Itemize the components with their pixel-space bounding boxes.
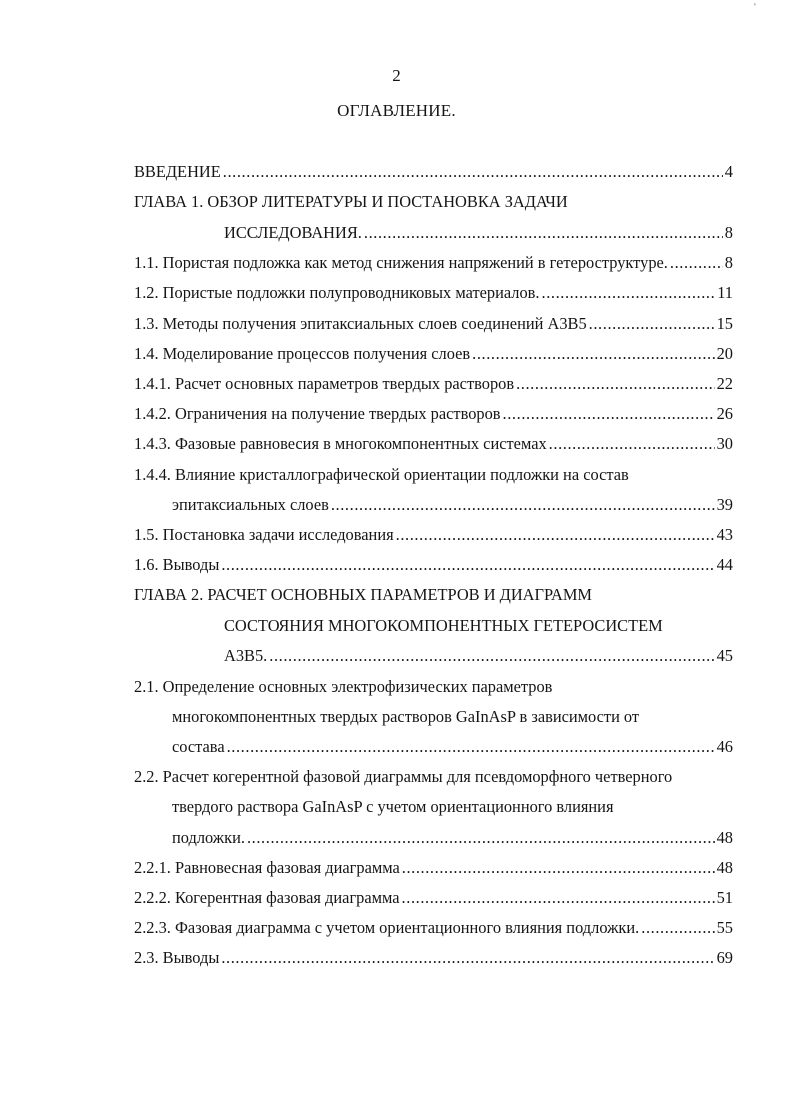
dot-leader — [670, 253, 723, 273]
toc-entry-page: 43 — [716, 525, 733, 544]
toc-entry-page: 11 — [717, 283, 733, 302]
toc-entry-page: 4 — [724, 162, 733, 181]
toc-entry-text: ИССЛЕДОВАНИЯ. — [224, 223, 362, 242]
toc-entry-2-2-1[interactable] — [134, 858, 733, 878]
toc-entry-2-1-cont[interactable] — [172, 707, 639, 727]
toc-entry-text: 2.3. Выводы — [134, 948, 220, 967]
toc-entry-2-2[interactable] — [134, 767, 672, 787]
toc-entry-1-4-1[interactable] — [134, 374, 733, 394]
toc-title: ОГЛАВЛЕНИЕ. — [337, 101, 456, 120]
toc-entry-page: 15 — [716, 314, 733, 333]
toc-entry-page: 26 — [716, 404, 733, 423]
toc-entry-chapter-1-title-cont[interactable] — [224, 223, 733, 243]
toc-entry-text: многокомпонентных твердых растворов GaInAsP в зависимости от — [172, 707, 640, 726]
toc-entry-text: СОСТОЯНИЯ МНОГОКОМПОНЕНТНЫХ ГЕТЕРОСИСТЕМ — [224, 616, 663, 635]
dot-leader — [549, 434, 715, 454]
toc-entry-text: твердого раствора GaInAsP с учетом ориентационного влияния — [172, 797, 614, 816]
dot-leader — [247, 828, 715, 848]
toc-entry-page: 30 — [716, 434, 733, 453]
toc-entry-page: 8 — [724, 253, 733, 272]
toc-entry-text: ВВЕДЕНИЕ — [134, 162, 221, 181]
toc-entry-page: 69 — [716, 948, 733, 967]
toc-entry-page: 8 — [724, 223, 733, 242]
dot-leader — [396, 525, 715, 545]
dot-leader — [331, 495, 715, 515]
toc-entry-text: 2.2.1. Равновесная фазовая диаграмма — [134, 858, 400, 877]
toc-entry-page: 48 — [716, 828, 733, 847]
toc-entry-page: 20 — [716, 344, 733, 363]
dot-leader — [402, 858, 715, 878]
toc-entry-text: 1.4.4. Влияние кристаллографической ориентации подложки на состав — [134, 465, 629, 484]
toc-entry-text: 2.2. Расчет когерентной фазовой диаграммы для псевдоморфного четверного — [134, 767, 673, 786]
toc-entry-page: 55 — [716, 918, 733, 937]
toc-entry-1-4-4[interactable] — [134, 465, 629, 485]
toc-entry-1-4-2[interactable] — [134, 404, 733, 424]
corner-mark: ᾽ — [753, 2, 757, 14]
toc-entry-text: 1.4. Моделирование процессов получения слоев — [134, 344, 471, 363]
toc-entry-2-3[interactable] — [134, 948, 733, 968]
toc-entry-text: подложки. — [172, 828, 245, 847]
toc-entry-text: ГЛАВА 1. ОБЗОР ЛИТЕРАТУРЫ И ПОСТАНОВКА ЗАДАЧИ — [134, 192, 568, 211]
toc-entry-chapter-2-title[interactable] — [134, 585, 592, 605]
toc-entry-1-3[interactable] — [134, 314, 733, 334]
toc-entry-1-5[interactable] — [134, 525, 733, 545]
toc-entry-text: 1.3. Методы получения эпитаксиальных слоев соединений А3В5 — [134, 314, 587, 333]
toc-entry-1-2[interactable] — [134, 283, 733, 303]
dot-leader — [472, 344, 714, 364]
toc-entry-page: 48 — [716, 858, 733, 877]
toc-entry-page: 46 — [716, 737, 733, 756]
dot-leader — [227, 737, 715, 757]
toc-entry-text: состава — [172, 737, 225, 756]
dot-leader — [221, 948, 714, 968]
toc-entry-page: 22 — [716, 374, 733, 393]
dot-leader — [364, 223, 723, 243]
dot-leader — [542, 283, 716, 303]
toc-entry-text: эпитаксиальных слоев — [172, 495, 329, 514]
toc-entry-1-4[interactable] — [134, 344, 733, 364]
dot-leader — [516, 374, 715, 394]
toc-entry-chapter-2-title-cont[interactable] — [224, 616, 663, 636]
toc-entry-2-2-cont[interactable] — [172, 797, 614, 817]
toc-entry-page: 44 — [716, 555, 733, 574]
toc-entry-1-6[interactable] — [134, 555, 733, 575]
dot-leader — [503, 404, 715, 424]
toc-entry-2-1[interactable] — [134, 677, 552, 697]
dot-leader — [269, 646, 714, 666]
toc-entry-page: 51 — [716, 888, 733, 907]
toc-entry-text: 1.2. Пористые подложки полупроводниковых материалов. — [134, 283, 540, 302]
toc-entry-text: 2.1. Определение основных электрофизических параметров — [134, 677, 553, 696]
dot-leader — [589, 314, 715, 334]
toc-entry-1-1[interactable] — [134, 253, 733, 273]
toc-entry-text: 1.4.2. Ограничения на получение твердых растворов — [134, 404, 501, 423]
toc-entry-2-1-end[interactable] — [172, 737, 733, 757]
toc-entry-chapter-2-title-end[interactable] — [224, 646, 733, 666]
dot-leader — [402, 888, 715, 908]
toc-entry-text: 1.6. Выводы — [134, 555, 220, 574]
toc-entry-text: 1.1. Пористая подложка как метод снижения напряжений в гетероструктуре. — [134, 253, 668, 272]
toc-entry-introduction[interactable] — [134, 162, 733, 182]
toc-entry-1-4-4-cont[interactable] — [172, 495, 733, 515]
toc-entry-2-2-3[interactable] — [134, 918, 733, 938]
toc-entry-page: 45 — [716, 646, 733, 665]
dot-leader — [221, 555, 714, 575]
dot-leader — [641, 918, 714, 938]
toc-entry-chapter-1-title[interactable] — [134, 192, 568, 212]
toc-entry-1-4-3[interactable] — [134, 434, 733, 454]
page-number: 2 — [392, 66, 401, 85]
toc-entry-text: А3В5. — [224, 646, 268, 665]
toc-entry-text: 2.2.2. Когерентная фазовая диаграмма — [134, 888, 400, 907]
toc-entry-text: 2.2.3. Фазовая диаграмма с учетом ориентационного влияния подложки. — [134, 918, 640, 937]
toc-entry-text: ГЛАВА 2. РАСЧЕТ ОСНОВНЫХ ПАРАМЕТРОВ И ДИАГРАММ — [134, 585, 592, 604]
toc-entry-page: 39 — [716, 495, 733, 514]
toc-entry-2-2-end[interactable] — [172, 828, 733, 848]
toc-entry-text: 1.4.3. Фазовые равновесия в многокомпонентных системах — [134, 434, 547, 453]
toc-entry-text: 1.5. Постановка задачи исследования — [134, 525, 394, 544]
toc-entry-2-2-2[interactable] — [134, 888, 733, 908]
toc-entry-text: 1.4.1. Расчет основных параметров твердых растворов — [134, 374, 515, 393]
dot-leader — [223, 162, 723, 182]
